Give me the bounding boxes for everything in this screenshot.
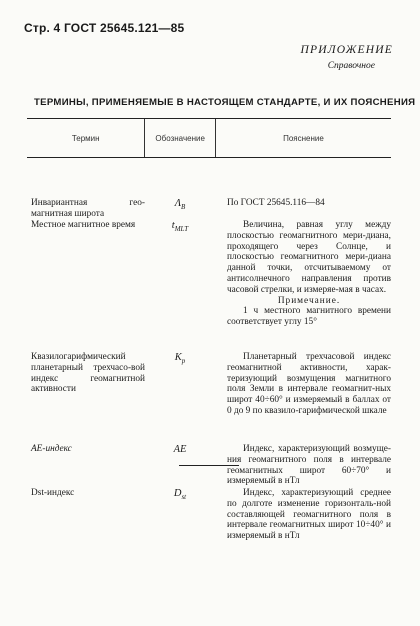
table-header-row <box>27 119 391 157</box>
term-cell: Dst-индекс <box>31 488 75 498</box>
term-cell: AE-индекс <box>31 444 72 454</box>
table-body <box>27 158 391 542</box>
explanation-cell <box>215 220 391 328</box>
explanation-cell <box>215 352 391 417</box>
symbol-cell: $t_{MLT}$ <box>171 220 189 234</box>
table-row <box>27 352 391 417</box>
appendix-subtitle: Справочное <box>327 61 375 71</box>
symbol-cell: $D_{st}$ <box>173 488 187 502</box>
running-head: Стр. 4 ГОСТ 25645.121—85 <box>24 21 185 35</box>
explanation-cell <box>215 488 391 542</box>
terms-table <box>27 118 391 542</box>
table-row <box>27 220 391 328</box>
symbol-cell: $K_p$ <box>174 352 186 366</box>
explanation-text: Индекс, характеризующий среднее по долготе изменение горизонталь-ной составляющей геомагнитного поля в интервале геомагнитных широт 10÷40° и измеряемый в нТл <box>227 488 391 542</box>
table-row <box>27 488 391 542</box>
explanation-cell <box>215 198 391 220</box>
term-cell: Квазилогарифмический планетарный трехчасо-вой индекс геомагнитной активности <box>31 352 145 395</box>
term-cell: Инвариантная гео-магнитная широта <box>31 198 145 219</box>
note-text: 1 ч местного магнитного времени соответствует углу 15° <box>227 306 391 328</box>
explanation-text: По ГОСТ 25645.116—84 <box>227 198 325 208</box>
header-explanation: Пояснение <box>283 133 324 143</box>
symbol-cell: AE <box>173 444 187 455</box>
table-row <box>27 198 391 220</box>
header-term: Термин <box>27 119 145 157</box>
explanation-text: Величина, равная углу между плоскостью геомагнитного мери-диана, проходящего через Солнце, и плоскостью геомагнитного мери-диана данной точки, отсчитываемому от антисолнечного направления против часовой стрелки, и измеряе-мая в часах. <box>227 220 391 295</box>
symbol-cell: $\Lambda_B$ <box>174 198 186 212</box>
explanation-text: Планетарный трехчасовой индекс геомагнитной активности, харак-теризующий возмущения магнитного поля Земли в интервале геомагнит-ных широт 40÷60° и измеряемый в баллах от 0 до 9 по квазило-гарифмической шкале <box>227 352 391 416</box>
appendix-label: ПРИЛОЖЕНИЕ <box>300 44 393 56</box>
header-symbol: Обозначение <box>145 119 216 157</box>
explanation-cell <box>215 444 391 487</box>
term-cell: Местное магнитное время <box>31 220 136 230</box>
end-rule <box>179 465 239 466</box>
explanation-text: Индекс, характеризующий возмуще-ния геомагнитного поля в интервале геомагнитных широт 60÷70° и измеряемый в нТл <box>227 444 391 487</box>
document-title: ТЕРМИНЫ, ПРИМЕНЯЕМЫЕ В НАСТОЯЩЕМ СТАНДАРТЕ, И ИХ ПОЯСНЕНИЯ <box>34 97 416 108</box>
note-label: Примечание. <box>277 295 341 306</box>
